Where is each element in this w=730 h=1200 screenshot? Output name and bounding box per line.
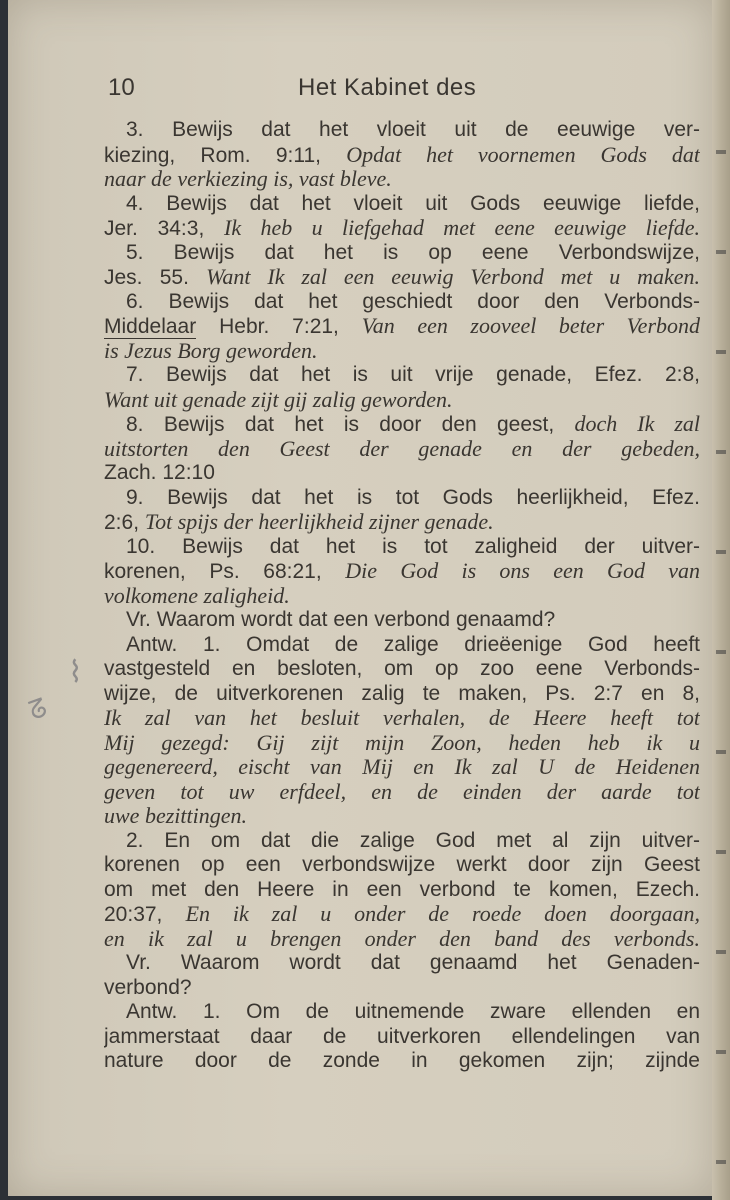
italic-quote: uitstorten den Geest der genade en der gebeden, — [104, 436, 700, 461]
italic-quote: Ik heb u liefgehad met eene eeuwige liefde. — [224, 216, 700, 240]
text-segment: Antw. 1. Omdat de zalige drieëenige God heeft — [126, 632, 700, 656]
text-line — [104, 927, 700, 952]
text-line — [104, 1049, 700, 1074]
text-line — [104, 412, 700, 437]
page-edge — [712, 0, 730, 1200]
text-line — [104, 657, 700, 682]
text-segment: om met den Heere in een verbond te komen, Ezech. — [104, 877, 700, 901]
text-line — [104, 780, 700, 805]
text-segment: Jer. 34:3, — [104, 217, 225, 240]
text-line — [104, 192, 700, 217]
text-line — [104, 608, 700, 633]
text-segment: 9. Bewijs dat het is tot Gods heerlijkheid, Efez. — [126, 485, 700, 509]
text-segment: 8. Bewijs dat het is door den geest, — [126, 413, 575, 436]
text-line — [104, 437, 700, 462]
margin-pencil-note: ᘔ — [25, 693, 52, 728]
text-segment: wijze, de uitverkorenen zalig te maken, Ps. 2:7 en 8, — [104, 681, 700, 705]
text-line — [104, 804, 700, 829]
italic-quote: Die God is ons een God van — [345, 559, 700, 583]
text-segment: Vr. Waarom wordt dat een verbond genaamd? — [126, 608, 556, 631]
italic-quote: Tot spijs der heerlijkheid zijner genade. — [144, 510, 494, 534]
text-line — [104, 118, 700, 143]
text-line — [104, 682, 700, 707]
text-line — [104, 363, 700, 388]
text-line — [104, 878, 700, 903]
italic-quote: gegenereerd, eischt van Mij en Ik zal U de Heidenen — [104, 755, 700, 779]
text-line — [104, 1025, 700, 1050]
text-line — [104, 265, 700, 290]
text-segment: jammerstaat daar de uitverkoren ellendelingen van — [104, 1024, 700, 1048]
text-line — [104, 853, 700, 878]
text-segment: kiezing, Rom. 9:11, — [104, 143, 347, 167]
italic-quote: Van een zooveel beter Verbond — [361, 314, 700, 338]
text-segment: verbond? — [104, 975, 192, 999]
text-segment: 5. Bewijs dat het is op eene Verbondswijze, — [126, 240, 700, 264]
text-segment: Jes. 55. — [104, 266, 207, 289]
italic-quote: is Jezus Borg geworden. — [104, 338, 318, 363]
italic-quote: En ik zal u onder de roede doen doorgaan, — [185, 902, 700, 926]
text-line — [104, 902, 700, 927]
text-segment: 7. Bewijs dat het is uit vrije genade, Efez. 2:8, — [126, 363, 700, 386]
text-line — [104, 461, 700, 486]
text-segment: vastgesteld en besloten, om op zoo eene Verbonds- — [104, 657, 700, 680]
text-segment: 2. En om dat die zalige God met al zijn uitver- — [126, 828, 700, 852]
text-line — [104, 486, 700, 511]
page-number: 10 — [108, 74, 135, 101]
text-segment: 6. Bewijs dat het geschiedt door den Verbonds- — [126, 289, 700, 313]
text-segment: Zach. 12:10 — [104, 461, 215, 484]
text-line — [104, 731, 700, 756]
text-segment: 20:37, — [104, 903, 186, 926]
text-segment: 4. Bewijs dat het vloeit uit Gods eeuwige liefde, — [126, 191, 700, 215]
italic-quote: Opdat het voornemen Gods dat — [346, 142, 700, 167]
text-line — [104, 314, 700, 339]
italic-quote: Want uit genade zijt gij zalig geworden. — [104, 387, 453, 412]
text-segment: Hebr. 7:21, — [196, 315, 362, 338]
italic-quote: en ik zal u brengen onder den band des verbonds. — [104, 926, 700, 951]
text-line — [104, 1000, 700, 1025]
text-line — [104, 388, 700, 413]
text-line — [104, 976, 700, 1001]
text-line — [104, 241, 700, 266]
italic-quote: Want Ik zal een eeuwig Verbond met u maken. — [206, 265, 700, 289]
text-line — [104, 290, 700, 315]
text-segment: 2:6, — [104, 511, 145, 534]
page-header — [108, 70, 708, 104]
text-line — [104, 143, 700, 168]
running-title: Het Kabinet des — [298, 74, 477, 101]
margin-pencil-mark: ⌇ — [68, 655, 83, 690]
text-line — [104, 559, 700, 584]
italic-quote: Mij gezegd: Gij zijt mijn Zoon, heden heb ik u — [104, 730, 700, 755]
text-line — [104, 706, 700, 731]
text-segment: nature door de zonde in gekomen zijn; zijnde — [104, 1049, 700, 1072]
text-line — [104, 951, 700, 976]
italic-quote: geven tot uw erfdeel, en de einden der aarde tot — [104, 779, 700, 804]
text-line — [104, 755, 700, 780]
text-segment: 10. Bewijs dat het is tot zaligheid der uitver- — [126, 534, 700, 558]
text-line — [104, 633, 700, 658]
text-line — [104, 535, 700, 560]
italic-quote: uwe bezittingen. — [104, 804, 247, 828]
italic-quote: volkomene zaligheid. — [104, 583, 290, 608]
text-line — [104, 339, 700, 364]
text-segment: Middelaar — [104, 315, 197, 338]
text-segment: Antw. 1. Om de uitnemende zware ellenden en — [126, 1000, 700, 1023]
italic-quote: naar de verkiezing is, vast bleve. — [104, 167, 392, 191]
text-line — [104, 510, 700, 535]
text-line — [104, 584, 700, 609]
text-line — [104, 216, 700, 241]
text-segment: Vr. Waarom wordt dat genaamd het Genaden- — [126, 951, 700, 974]
text-line — [104, 167, 700, 192]
text-segment: korenen op een verbondswijze werkt door zijn Geest — [104, 853, 700, 876]
italic-quote: Ik zal van het besluit verhalen, de Heere heeft tot — [104, 706, 700, 730]
italic-quote: doch Ik zal — [574, 412, 700, 436]
book-page — [8, 0, 712, 1196]
text-line — [104, 829, 700, 854]
body-text — [104, 118, 700, 1074]
text-segment: korenen, Ps. 68:21, — [104, 560, 346, 583]
text-segment: 3. Bewijs dat het vloeit uit de eeuwige ver- — [126, 118, 700, 141]
